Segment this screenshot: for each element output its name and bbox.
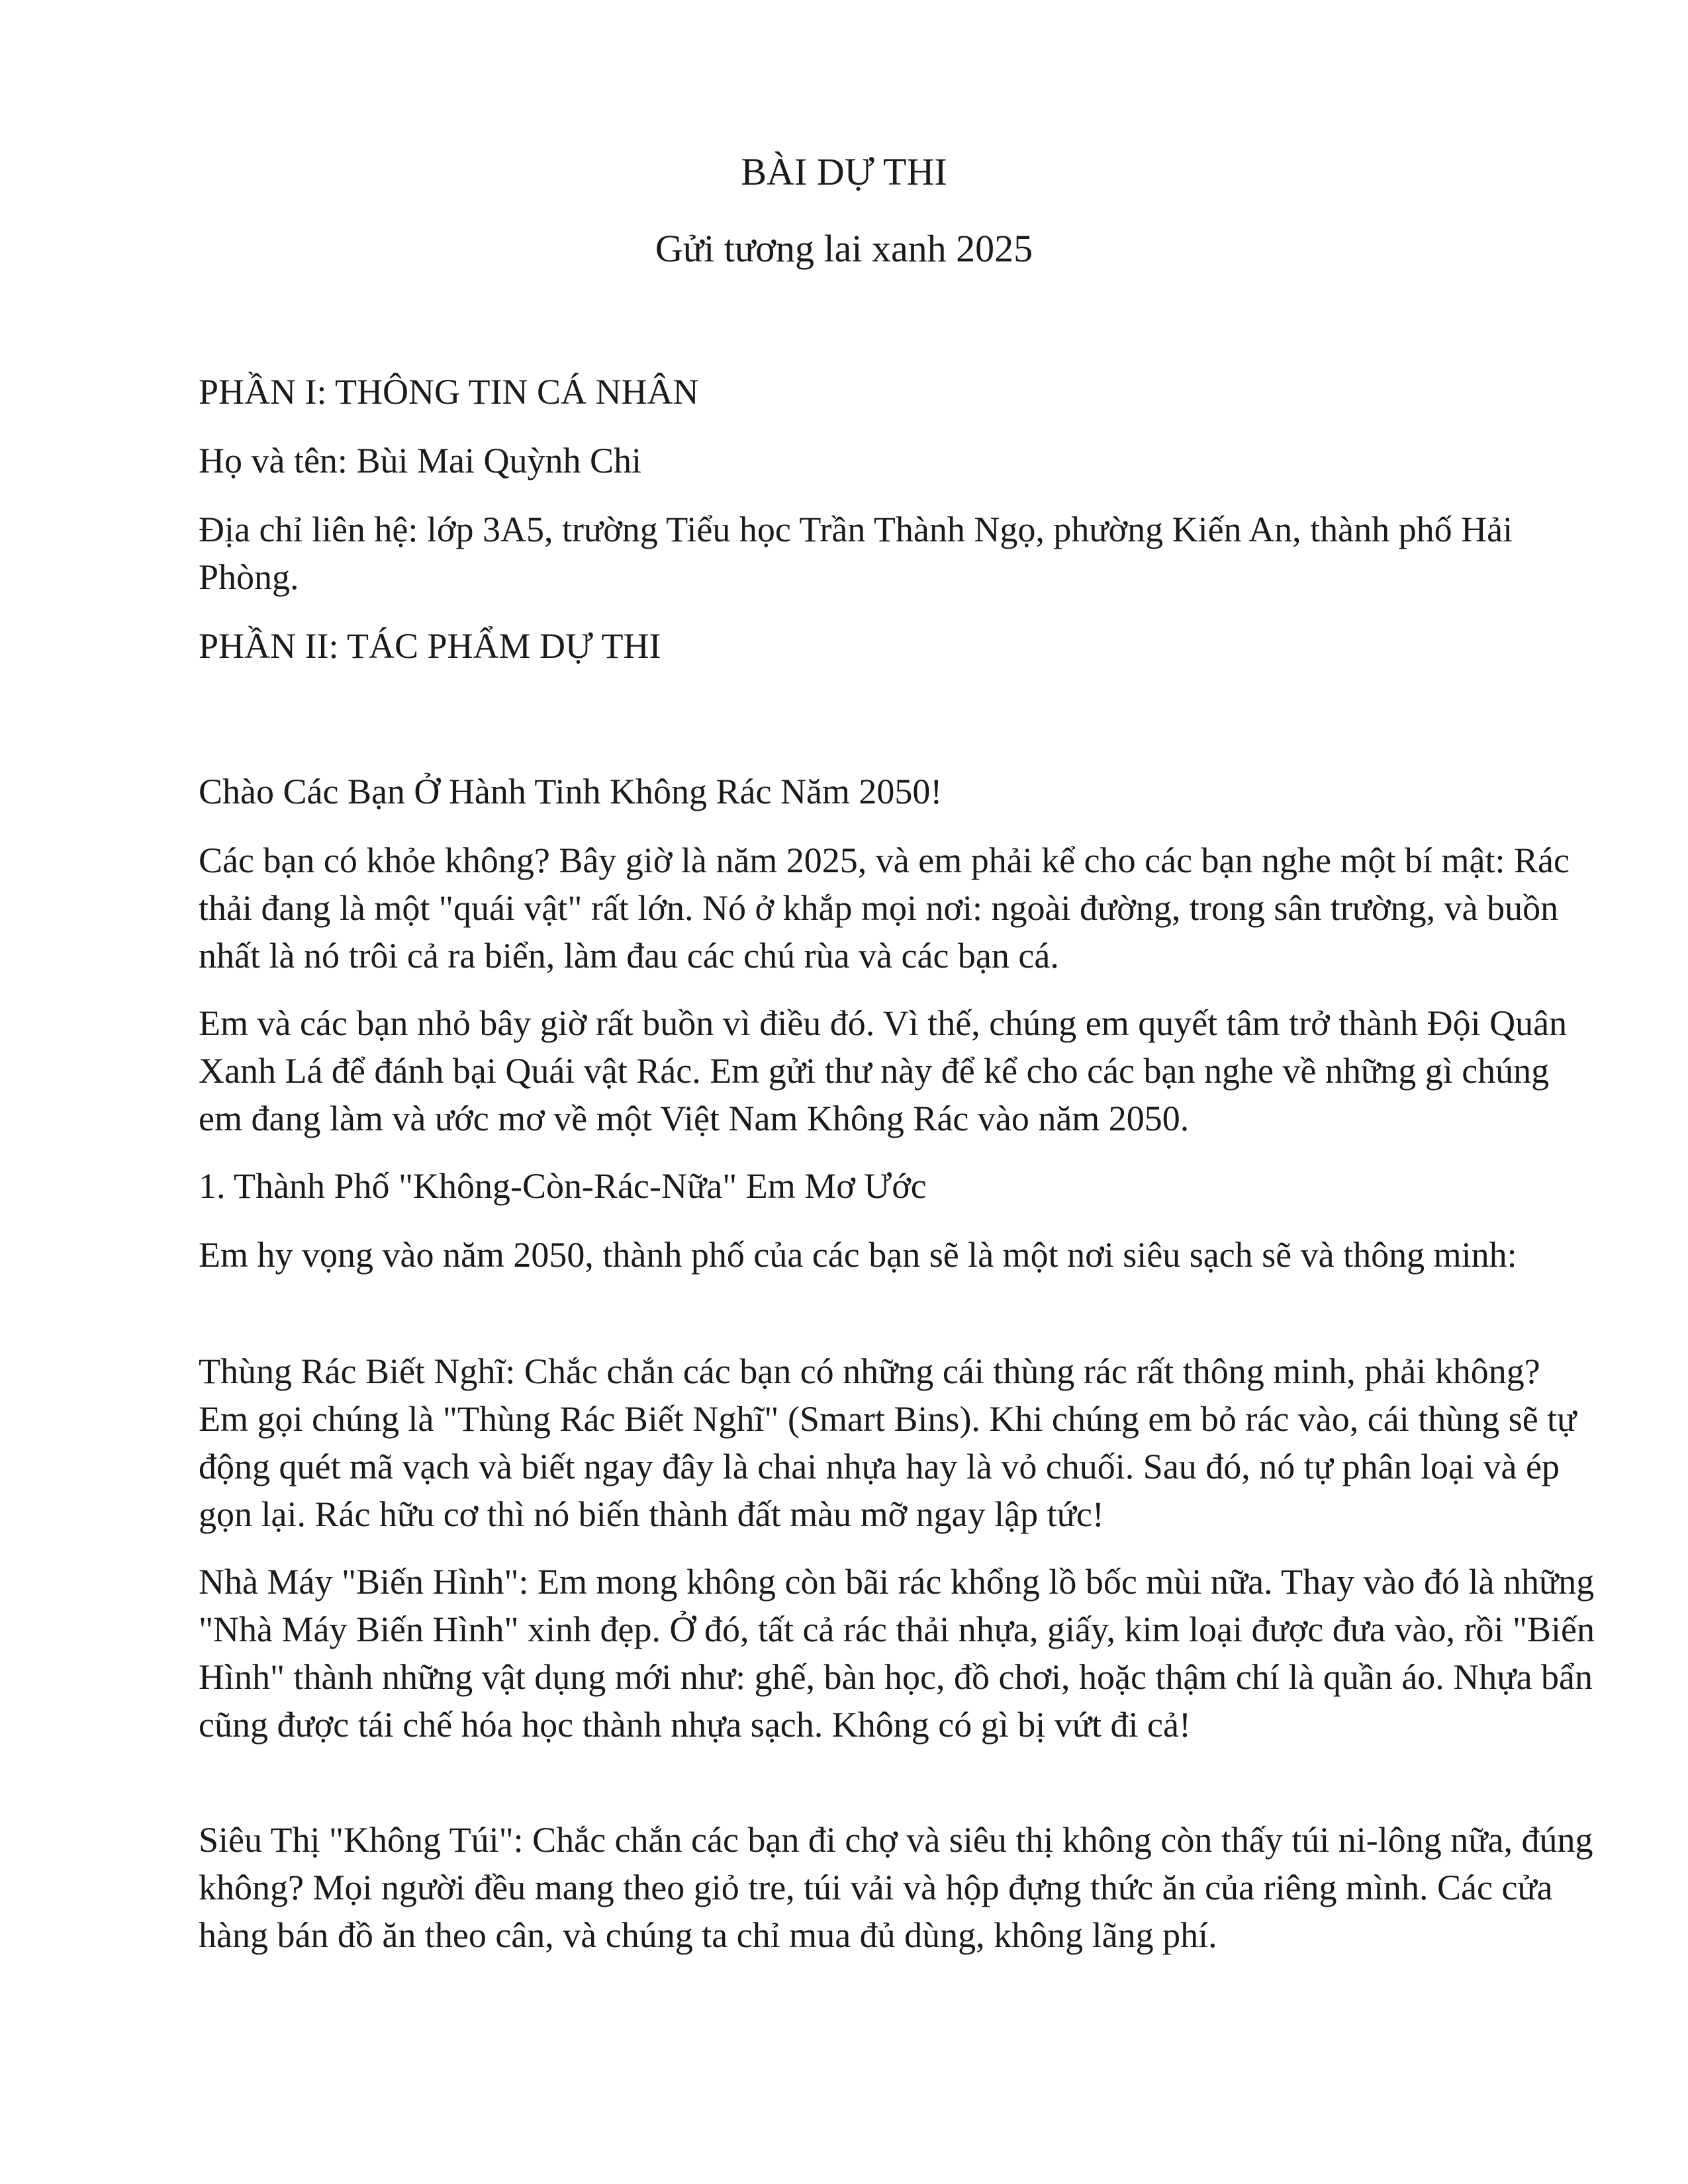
- item1-point-factory: Nhà Máy "Biến Hình": Em mong không còn bãi rác khổng lồ bốc mùi nữa. Thay vào đó là những "Nhà Máy Biến Hình" xinh đẹp. Ở đó, tất cả rác thải nhựa, giấy, kim loại được đưa vào, rồi "Biến Hình" thành những vật dụng mới như: ghế, bàn học, đồ chơi, hoặc thậm chí là quần áo. Nhựa bẩn cũng được tái chế hóa học thành nhựa sạch. Không có gì bị vứt đi cả!: [199, 1562, 1595, 1745]
- item1-point-smart-bins: Thùng Rác Biết Nghĩ: Chắc chắn các bạn có những cái thùng rác rất thông minh, phải không? Em gọi chúng là "Thùng Rác Biết Nghĩ" (Smart Bins). Khi chúng em bỏ rác vào, cái thùng sẽ tự động quét mã vạch và biết ngay đây là chai nhựa hay là vỏ chuối. Sau đó, nó tự phân loại và ép gọn lại. Rác hữu cơ thì nó biến thành đất màu mỡ ngay lập tức!: [199, 1351, 1577, 1534]
- item1-point-no-bag-supermarket: Siêu Thị "Không Túi": Chắc chắn các bạn đi chợ và siêu thị không còn thấy túi ni-lông nữa, đúng không? Mọi người đều mang theo giỏ tre, túi vải và hộp đựng thức ăn của riêng mình. Các cửa hàng bán đồ ăn theo cân, và chúng ta chỉ mua đủ dùng, không lãng phí.: [199, 1820, 1593, 1955]
- item1-heading: 1. Thành Phố "Không-Còn-Rác-Nữa" Em Mơ Ước: [199, 1166, 927, 1206]
- document-subtitle: Gửi tương lai xanh 2025: [655, 227, 1033, 270]
- letter-paragraph-2: Em và các bạn nhỏ bây giờ rất buồn vì điều đó. Vì thế, chúng em quyết tâm trở thành Đội Quân Xanh Lá để đánh bại Quái vật Rác. Em gửi thư này để kể cho các bạn nghe về những gì chúng em đang làm và ước mơ về một Việt Nam Không Rác vào năm 2050.: [199, 1003, 1568, 1138]
- item1-intro: Em hy vọng vào năm 2050, thành phố của các bạn sẽ là một nơi siêu sạch sẽ và thông minh:: [199, 1235, 1517, 1275]
- letter-paragraph-1: Các bạn có khỏe không? Bây giờ là năm 2025, và em phải kể cho các bạn nghe một bí mật: Rác thải đang là một "quái vật" rất lớn. Nó ở khắp mọi nơi: ngoài đường, trong sân trường, và buồn nhất là nó trôi cả ra biển, làm đau các chú rùa và các bạn cá.: [199, 841, 1570, 976]
- name-line: Họ và tên: Bùi Mai Quỳnh Chi: [199, 441, 641, 480]
- address-line: Địa chỉ liên hệ: lớp 3A5, trường Tiểu học Trần Thành Ngọ, phường Kiến An, thành phố Hải Phòng.: [199, 510, 1513, 597]
- letter-greeting: Chào Các Bạn Ở Hành Tinh Không Rác Năm 2050!: [199, 772, 943, 811]
- section2-heading: PHẦN II: TÁC PHẨM DỰ THI: [199, 626, 661, 666]
- document-title: BÀI DỰ THI: [741, 150, 947, 193]
- section1-heading: PHẦN I: THÔNG TIN CÁ NHÂN: [199, 372, 699, 412]
